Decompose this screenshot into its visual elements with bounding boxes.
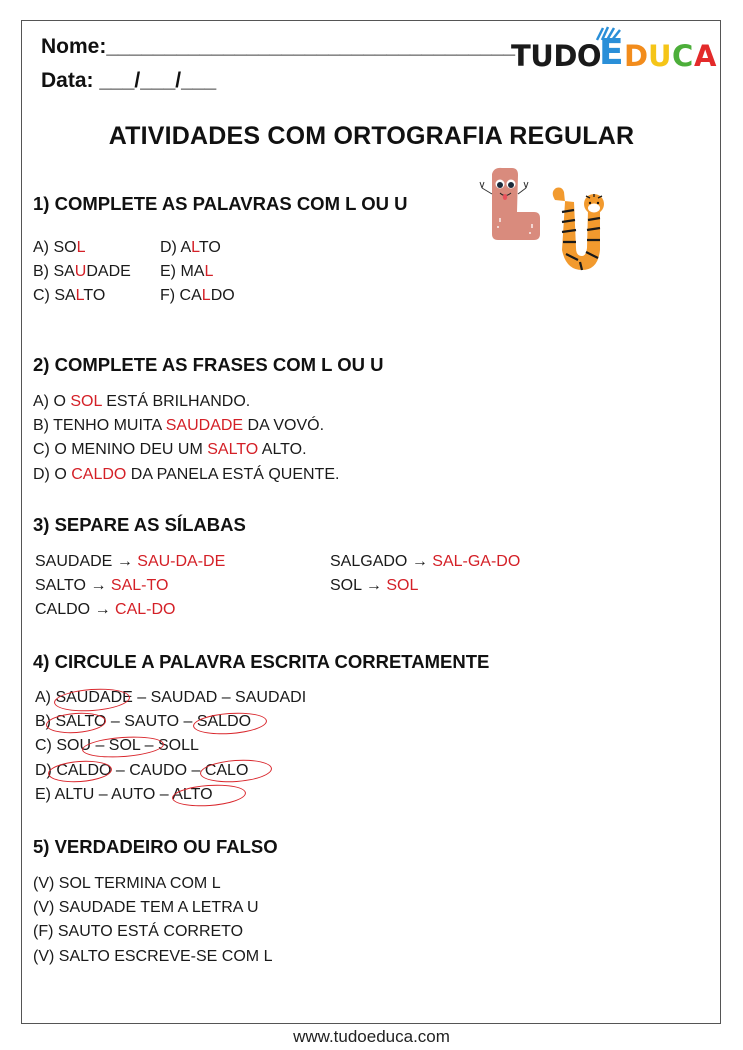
list-item: (V) SAUDADE TEM A LETRA U xyxy=(33,899,259,917)
section-3-heading: 3) SEPARE AS SÍLABAS xyxy=(33,514,246,535)
list-item: A) SOL xyxy=(33,239,86,256)
section-1-col-2 xyxy=(160,236,235,309)
logo-part-a: A xyxy=(694,39,716,73)
section-1-heading: 1) COMPLETE AS PALAVRAS COM L OU U xyxy=(33,193,408,214)
list-item: SALTO → SAL-TO xyxy=(35,577,169,595)
arrow-right-icon: → xyxy=(90,577,107,595)
arrow-right-icon: → xyxy=(94,601,111,619)
list-item: SOL → SOL xyxy=(330,577,419,595)
list-item: A) SAUDADE – SAUDAD – SAUDADI xyxy=(35,689,307,706)
list-item: D) CALDO – CAUDO – CALO xyxy=(35,761,249,779)
list-item: D) ALTO xyxy=(160,239,221,256)
section-2-heading: 2) COMPLETE AS FRASES COM L OU U xyxy=(33,354,384,375)
list-item: B) SAUDADE xyxy=(33,263,131,281)
list-item: (F) SAUTO ESTÁ CORRETO xyxy=(33,923,244,941)
list-item: SALGADO → SAL-GA-DO xyxy=(330,553,521,570)
logo-part-c: C xyxy=(672,39,693,73)
letters-l-u-illustration xyxy=(470,162,620,277)
section-3-col-2 xyxy=(330,550,520,598)
date-field-label: Data: ___/___/___ xyxy=(41,69,217,92)
book-pages-icon xyxy=(595,26,625,42)
section-4-heading: 4) CIRCULE A PALAVRA ESCRITA CORRETAMENTE xyxy=(33,651,490,672)
letter-l-character-icon xyxy=(480,168,540,240)
list-item: C) SOU – SOL – SOLL xyxy=(35,737,199,755)
letter-u-tiger-icon xyxy=(553,188,604,271)
list-item: C) O MENINO DEU UM SALTO ALTO. xyxy=(33,441,307,459)
section-2-list xyxy=(33,390,339,487)
section-5-list xyxy=(33,872,272,969)
list-item: B) TENHO MUITA SAUDADE DA VOVÓ. xyxy=(33,417,325,435)
list-item: A) O SOL ESTÁ BRILHANDO. xyxy=(33,393,251,410)
footer-website-link[interactable]: www.tudoeduca.com xyxy=(293,1027,450,1046)
list-item: F) CALDO xyxy=(160,287,235,305)
list-item: (V) SALTO ESCREVE-SE COM L xyxy=(33,947,273,965)
list-item: C) SALTO xyxy=(33,287,106,305)
logo-part-d: D xyxy=(624,39,648,73)
page-title: ATIVIDADES COM ORTOGRAFIA REGULAR xyxy=(108,122,635,150)
name-field-label: Nome:___________________________________ xyxy=(41,35,516,58)
list-item: E) ALTU – AUTO – ALTO xyxy=(35,785,213,803)
list-item: B) SALTO – SAUTO – SALDO xyxy=(35,713,252,731)
logo-part-u: U xyxy=(648,39,672,73)
tudoeduca-logo xyxy=(511,30,721,80)
section-3-col-1 xyxy=(35,550,225,623)
logo-part-tudo: TUDO xyxy=(511,39,602,73)
list-item: SAUDADE → SAU-DA-DE xyxy=(35,553,226,570)
arrow-right-icon: → xyxy=(365,577,382,595)
logo-part-e-book-icon: E xyxy=(599,32,624,73)
section-1-col-1 xyxy=(33,236,131,309)
list-item: (V) SOL TERMINA COM L xyxy=(33,875,221,892)
arrow-right-icon: → xyxy=(116,553,133,570)
list-item: CALDO → CAL-DO xyxy=(35,601,176,619)
list-item: D) O CALDO DA PANELA ESTÁ QUENTE. xyxy=(33,465,340,483)
arrow-right-icon: → xyxy=(411,553,428,570)
section-5-heading: 5) VERDADEIRO OU FALSO xyxy=(33,836,278,857)
list-item: E) MAL xyxy=(160,263,214,281)
